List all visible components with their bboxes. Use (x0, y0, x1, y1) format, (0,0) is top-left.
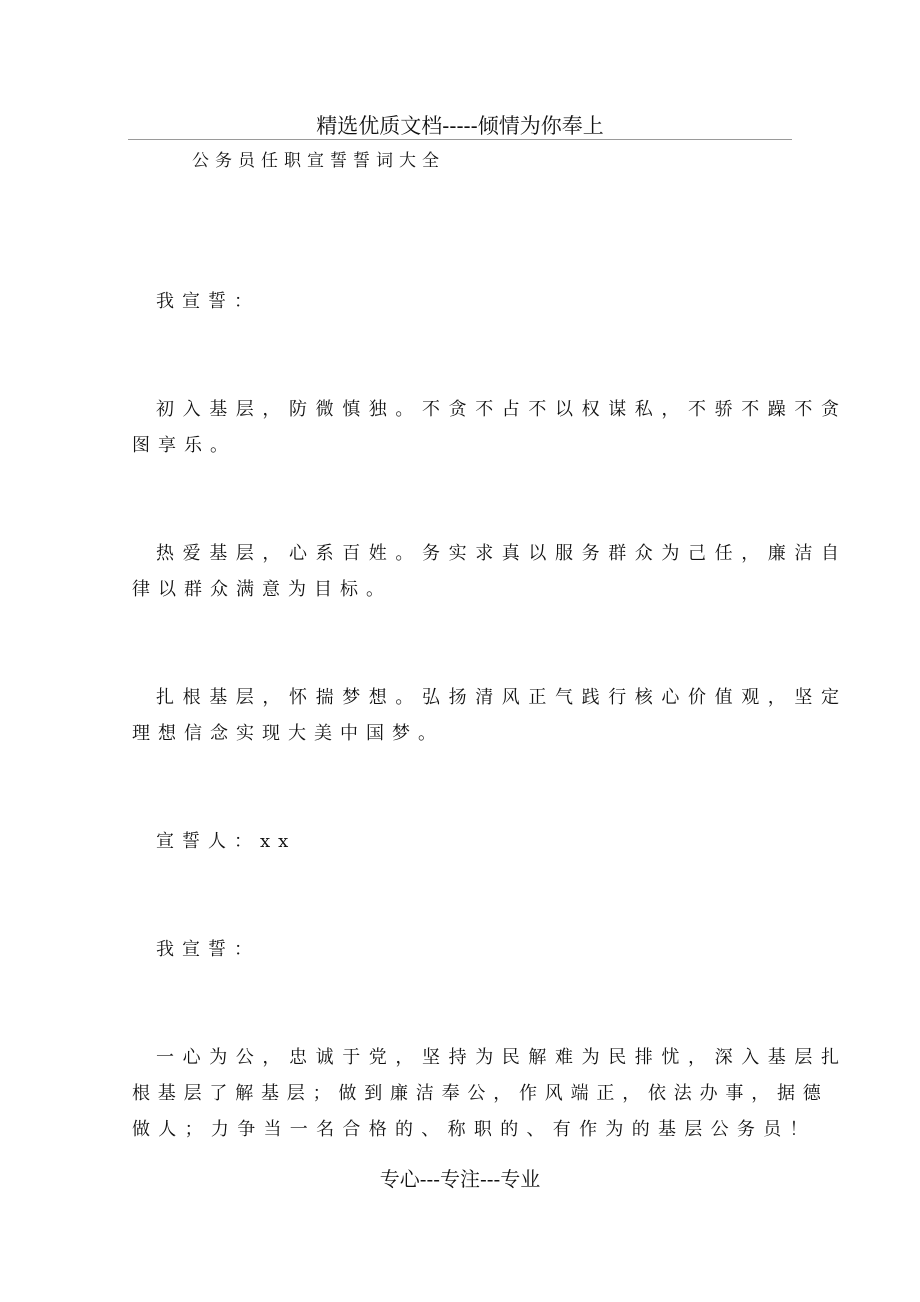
page-footer: 专心---专注---专业 (379, 1167, 541, 1191)
oath2-para1-line3: 做人；力争当一名合格的、称职的、有作为的基层公务员！ (132, 1119, 816, 1140)
oath1-opening: 我宣誓： (156, 291, 260, 312)
oath2-para1-line2: 根基层了解基层；做到廉洁奉公，作风端正，依法办事，据德 (132, 1083, 829, 1104)
oath1-para3-line2: 理想信念实现大美中国梦。 (132, 723, 444, 744)
oath1-para2-line1: 热爱基层，心系百姓。务实求真以服务群众为己任，廉洁自 (156, 543, 848, 564)
oath1-para1-line1: 初入基层，防微慎独。不贪不占不以权谋私，不骄不躁不贪 (156, 399, 848, 420)
oath2-opening: 我宣誓： (156, 939, 260, 960)
header-divider (128, 139, 792, 140)
document-title: 公务员任职宣誓誓词大全 (192, 151, 445, 171)
oath1-signature: 宣誓人：xx (156, 831, 297, 852)
page-header: 精选优质文档-----倾情为你奉上 (316, 114, 604, 138)
oath2-para1-line1: 一心为公，忠诚于党，坚持为民解难为民排忧，深入基层扎 (156, 1047, 848, 1068)
oath1-para2-line2: 律以群众满意为目标。 (132, 579, 392, 600)
oath1-para1-line2: 图享乐。 (132, 435, 236, 456)
oath1-para3-line1: 扎根基层，怀揣梦想。弘扬清风正气践行核心价值观，坚定 (156, 687, 848, 708)
